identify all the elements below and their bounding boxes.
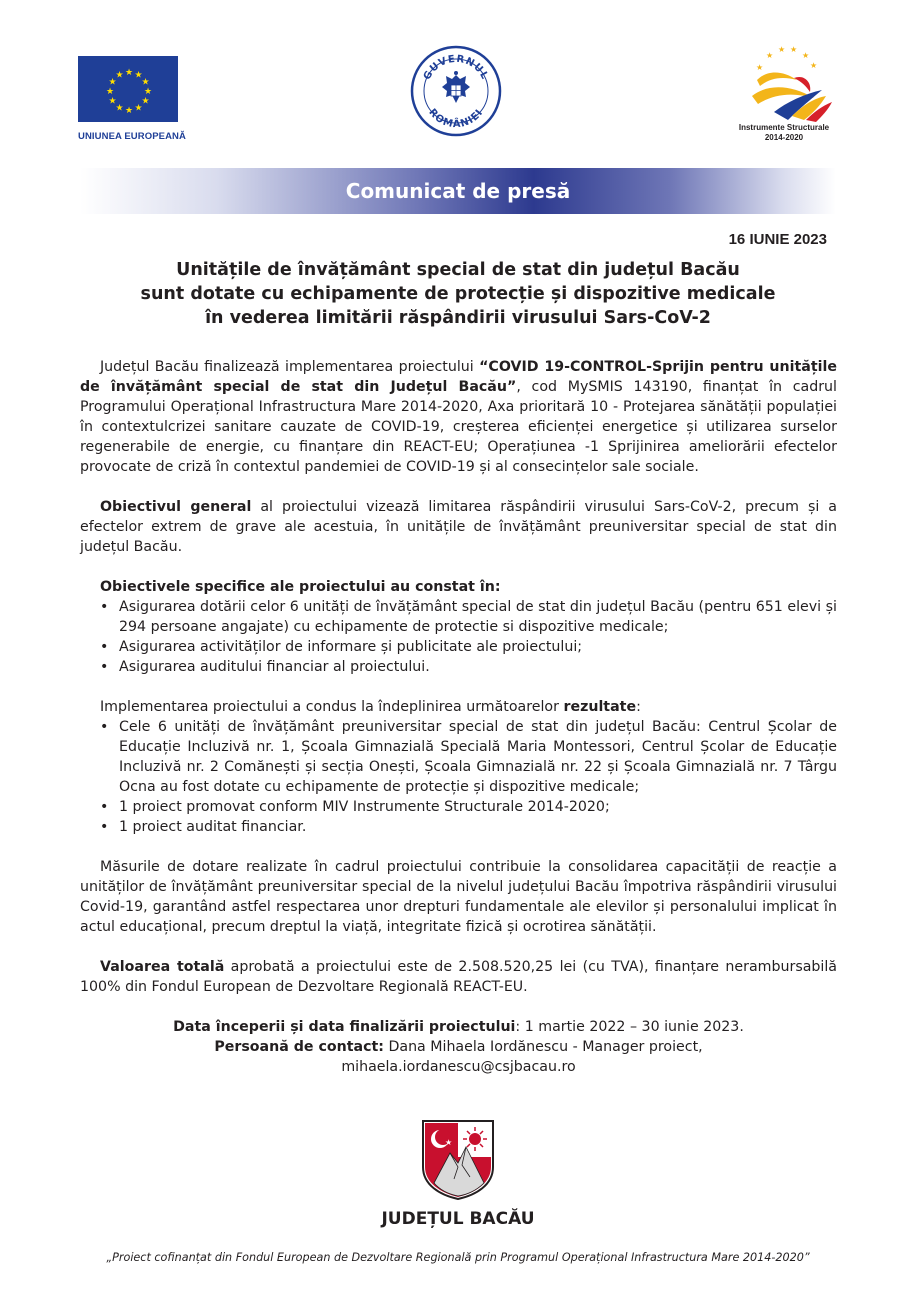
banner-title: Comunicat de presă: [345, 179, 571, 203]
svg-text:★: ★: [125, 68, 134, 78]
list-item: • Asigurarea activităților de informare și publicitate ale proiectului;: [80, 637, 837, 657]
eu-logo: [78, 56, 186, 142]
value-label: Valoarea totală: [100, 959, 225, 975]
svg-text:★: ★: [144, 87, 153, 97]
list-item: • Cele 6 unități de învățământ preuniversitar special de stat din județul Bacău: Centrul Școlar de Educație Incluzivă nr. 1, Școala Gimnazială Specială Maria Montessori, Centrul Școlar de Educație Incluzivă nr. 2 Comănești și secția Onești, Școala Gimnazială nr. 22 și Școala Gimnazială nr. 7 Târgu Ocna au fost dotate cu echipamente de protecție și dispozitive medicale;: [80, 717, 837, 797]
list-item: • Asigurarea dotării celor 6 unități de învățământ special de stat din județul Bacău (pentru 651 elevi și 294 persoane angajate) cu echipamente de protectie si dispozitive medicale;: [80, 597, 837, 637]
press-release-banner: [80, 168, 836, 214]
footer-note: „Proiect cofinanțat din Fondul European de Dezvoltare Regională prin Programul Operațional Infrastructura Mare 2014-2020”: [106, 1251, 810, 1264]
svg-text:★: ★: [445, 1138, 453, 1147]
measures-paragraph: Măsurile de dotare realizate în cadrul proiectului contribuie la consolidarea capacității de reacție a unităților de învățământ preuniversitar special de la nivelul județului Bacău împotriva răspândirii virusului Covid-19, garantând astfel respectarea unor drepturi fundamentale ale elevilor și personalului implicat în actul educațional, precum dreptul la viață, integritate fizică și ocrotirea sănătății.: [80, 859, 837, 935]
svg-text:★: ★: [134, 70, 143, 81]
body-content: [80, 357, 837, 1077]
svg-text:★: ★: [108, 96, 117, 107]
results-label: rezultate: [563, 699, 637, 715]
svg-text:★: ★: [125, 106, 134, 116]
intro-details: , cod MySMIS 143190, finanțat în cadrul Programului Operațional Infrastructura Mare 2014-2020, Axa prioritară 10 - Protejarea sănătății populației în contextulcrizei sanitare cauzate de COVID-19, creșterea eficienței energetice și utilizarea surselor regenerabile de energie, cu finanțare din REACT-EU; Operațiunea -1 Sprijinirea ameliorării efectelor provocate de criză în contextul pandemiei de COVID-19 și al consecințelor sale sociale.: [80, 379, 837, 475]
release-date: 16 IUNIE 2023: [728, 231, 827, 248]
is-caption-line1: Instrumente Structurale: [738, 123, 830, 132]
objective-label: Obiectivul general: [100, 499, 252, 515]
svg-text:★: ★: [810, 61, 818, 70]
svg-text:★: ★: [802, 51, 810, 60]
svg-text:GUVERNUL: GUVERNUL: [421, 53, 491, 82]
svg-text:★: ★: [141, 77, 150, 88]
svg-text:★: ★: [115, 70, 124, 81]
svg-text:★: ★: [790, 45, 798, 54]
svg-text:★: ★: [108, 77, 117, 88]
svg-text:★: ★: [766, 51, 774, 60]
svg-text:★: ★: [141, 96, 150, 107]
svg-text:★: ★: [778, 45, 786, 54]
contact-person: Persoană de contact: Dana Mihaela Iordănescu - Manager proiect,: [214, 1039, 703, 1055]
instrumente-structurale-caption: [722, 123, 846, 143]
contact-email: mihaela.iordanescu@csjbacau.ro: [341, 1059, 576, 1075]
eu-caption: UNIUNEA EUROPEANĂ: [78, 131, 186, 142]
list-item: • Asigurarea auditului financiar al proiectului.: [80, 657, 837, 677]
value-text: aprobată a proiectului este de 2.508.520,25 lei (cu TVA), finanțare nerambursabilă 100% din Fondul European de Dezvoltare Regională REACT-EU.: [80, 959, 837, 995]
headline-line-1: Unitățile de învățământ special de stat din județul Bacău: [176, 260, 740, 280]
results-list: [80, 717, 837, 837]
is-caption-line2: 2014-2020: [764, 133, 804, 142]
intro-paragraph: [80, 357, 837, 477]
bacau-county-crest-icon: [420, 1117, 496, 1201]
value-paragraph: [80, 957, 837, 997]
objective-paragraph: [80, 497, 837, 557]
objective-text: al proiectului vizează limitarea răspândirii virusului Sars-CoV-2, precum și a efectelor extrem de grave ale acestuia, în unitățile de învățământ preuniversitar special de stat din județul Bacău.: [80, 499, 838, 555]
instrumente-structurale-logo: [722, 40, 842, 146]
list-item: • 1 proiect auditat financiar.: [80, 817, 837, 837]
headline-line-3: în vederea limitării răspândirii virusului Sars-CoV-2: [205, 308, 711, 328]
svg-text:★: ★: [106, 87, 115, 97]
county-name: JUDEȚUL BACĂU: [381, 1209, 535, 1229]
results-heading: Implementarea proiectului a condus la îndeplinirea următoarelor rezultate:: [100, 699, 641, 715]
headline-line-2: sunt dotate cu echipamente de protecție și dispozitive medicale: [140, 284, 776, 304]
intro-text: Județul Bacău finalizează implementarea proiectului: [100, 359, 480, 375]
project-dates: Data începerii și data finalizării proiectului: 1 martie 2022 – 30 iunie 2023.: [173, 1019, 744, 1035]
svg-text:★: ★: [115, 103, 124, 114]
svg-text:ROMÂNIEI: ROMÂNIEI: [426, 107, 486, 131]
list-item: • 1 proiect promovat conform MIV Instrumente Structurale 2014-2020;: [80, 797, 837, 817]
eu-flag-icon: [78, 56, 178, 122]
svg-text:★: ★: [134, 103, 143, 114]
project-name: “COVID 19-CONTROL-Sprijin pentru unitățile de învățământ special de stat din Județul Bacău”: [80, 359, 837, 395]
specific-objectives-list: [80, 597, 837, 677]
government-logo: [410, 45, 502, 137]
svg-text:★: ★: [756, 63, 764, 72]
headline: [80, 258, 836, 330]
specific-objectives-heading: Obiectivele specifice ale proiectului au constat în:: [100, 579, 501, 595]
